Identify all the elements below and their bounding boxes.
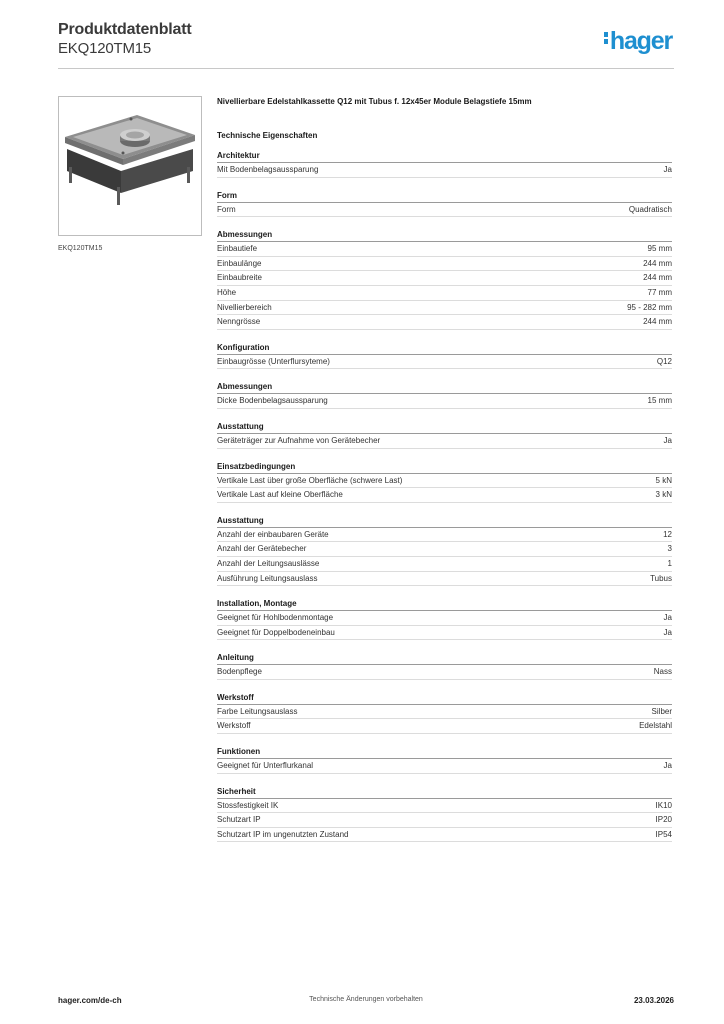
property-label: Ausführung Leitungsauslass <box>217 573 318 583</box>
section-title: Sicherheit <box>217 786 672 799</box>
property-row <box>217 759 672 774</box>
property-label: Geeignet für Unterflurkanal <box>217 761 314 771</box>
property-section <box>217 461 672 503</box>
property-section <box>217 515 672 586</box>
hager-logo <box>604 27 672 56</box>
article-number: EKQ120TM15 <box>58 40 152 57</box>
property-section <box>217 342 672 370</box>
product-image <box>58 96 202 236</box>
property-label: Schutzart IP im ungenutzten Zustand <box>217 829 349 839</box>
property-label: Bodenpflege <box>217 667 262 677</box>
property-section <box>217 190 672 218</box>
floor-box-illustration-icon <box>59 97 201 235</box>
property-row <box>217 355 672 370</box>
property-value: 77 mm <box>647 287 672 297</box>
logo-text: hager <box>609 27 672 55</box>
property-row <box>217 242 672 257</box>
property-row <box>217 528 672 543</box>
property-value: 15 mm <box>647 396 672 406</box>
section-title: Anleitung <box>217 652 672 665</box>
property-label: Nivellierbereich <box>217 302 272 312</box>
property-label: Stossfestigkeit IK <box>217 800 279 810</box>
page-footer <box>58 996 674 1010</box>
property-value: IK10 <box>655 800 672 810</box>
property-label: Anzahl der Leitungsauslässe <box>217 558 320 568</box>
header-divider <box>58 68 674 69</box>
section-title: Abmessungen <box>217 381 672 394</box>
property-label: Werkstoff <box>217 721 251 731</box>
property-section <box>217 150 672 178</box>
property-value: IP20 <box>655 815 672 825</box>
property-value: Nass <box>653 667 672 677</box>
property-row <box>217 271 672 286</box>
property-value: 5 kN <box>655 475 672 485</box>
property-label: Geeignet für Doppelbodeneinbau <box>217 627 335 637</box>
section-title: Konfiguration <box>217 342 672 355</box>
property-value: Tubus <box>650 573 672 583</box>
property-label: Vertikale Last auf kleine Oberfläche <box>217 490 343 500</box>
property-row <box>217 315 672 330</box>
property-row <box>217 626 672 641</box>
property-row <box>217 557 672 572</box>
document-title: Produktdatenblatt <box>58 21 192 38</box>
property-value: 244 mm <box>643 258 672 268</box>
property-section <box>217 746 672 774</box>
footer-date: 23.03.2026 <box>633 996 674 1005</box>
property-section <box>217 652 672 680</box>
property-row <box>217 434 672 449</box>
property-value: Ja <box>663 761 672 771</box>
footer-website: hager.com/de-ch <box>58 996 122 1005</box>
property-row <box>217 257 672 272</box>
property-row <box>217 488 672 503</box>
property-label: Form <box>217 204 236 214</box>
property-row <box>217 203 672 218</box>
property-label: Einbaubreite <box>217 273 262 283</box>
property-section <box>217 421 672 449</box>
property-row <box>217 542 672 557</box>
property-section <box>217 598 672 640</box>
property-value: Edelstahl <box>639 721 672 731</box>
property-row <box>217 719 672 734</box>
page-header <box>58 20 674 72</box>
property-value: 12 <box>663 529 672 539</box>
property-row <box>217 474 672 489</box>
property-value: 244 mm <box>643 317 672 327</box>
property-value: Silber <box>651 706 672 716</box>
property-label: Anzahl der Gerätebecher <box>217 544 307 554</box>
property-label: Schutzart IP <box>217 815 261 825</box>
logo-mark-icon <box>604 32 608 46</box>
property-row <box>217 813 672 828</box>
property-label: Dicke Bodenbelagsaussparung <box>217 396 328 406</box>
section-title: Werkstoff <box>217 692 672 705</box>
section-title: Installation, Montage <box>217 598 672 611</box>
property-row <box>217 286 672 301</box>
property-value: Ja <box>663 613 672 623</box>
property-label: Einbautiefe <box>217 244 258 254</box>
property-row <box>217 665 672 680</box>
property-value: IP54 <box>655 829 672 839</box>
property-label: Geeignet für Hohlbodenmontage <box>217 613 334 623</box>
property-row <box>217 163 672 178</box>
section-title: Architektur <box>217 150 672 163</box>
property-row <box>217 394 672 409</box>
technical-properties-heading: Technische Eigenschaften <box>217 131 318 140</box>
property-label: Einbaulänge <box>217 258 262 268</box>
section-title: Form <box>217 190 672 203</box>
property-row <box>217 705 672 720</box>
property-label: Geräteträger zur Aufnahme von Gerätebecher <box>217 435 381 445</box>
property-value: Ja <box>663 627 672 637</box>
property-value: 244 mm <box>643 273 672 283</box>
property-value: Ja <box>663 165 672 174</box>
property-label: Nenngrösse <box>217 317 261 327</box>
section-title: Ausstattung <box>217 421 672 434</box>
product-details <box>217 96 672 854</box>
section-title: Abmessungen <box>217 229 672 242</box>
property-value: 95 mm <box>647 244 672 254</box>
property-label: Anzahl der einbaubaren Geräte <box>217 529 329 539</box>
property-value: 95 - 282 mm <box>627 302 672 312</box>
property-row <box>217 301 672 316</box>
property-label: Farbe Leitungsauslass <box>217 706 298 716</box>
property-section <box>217 692 672 734</box>
section-title: Funktionen <box>217 746 672 759</box>
property-label: Mit Bodenbelagsaussparung <box>217 165 319 174</box>
property-row <box>217 611 672 626</box>
property-label: Einbaugrösse (Unterflursyteme) <box>217 356 330 366</box>
property-row <box>217 828 672 843</box>
property-section <box>217 229 672 330</box>
properties-list <box>217 150 672 842</box>
image-caption: EKQ120TM15 <box>58 245 103 252</box>
property-value: 3 <box>667 544 672 554</box>
property-row <box>217 572 672 587</box>
property-label: Vertikale Last über große Oberfläche (schwere Last) <box>217 475 403 485</box>
section-title: Ausstattung <box>217 515 672 528</box>
property-row <box>217 799 672 814</box>
property-value: 3 kN <box>655 490 672 500</box>
property-label: Höhe <box>217 287 237 297</box>
property-value: 1 <box>667 558 672 568</box>
product-title: Nivellierbare Edelstahlkassette Q12 mit Tubus f. 12x45er Module Belagstiefe 15mm <box>217 97 532 106</box>
property-value: Q12 <box>656 356 672 366</box>
property-section <box>217 381 672 409</box>
property-value: Quadratisch <box>628 204 672 214</box>
property-section <box>217 786 672 843</box>
property-value: Ja <box>663 435 672 445</box>
section-title: Einsatzbedingungen <box>217 461 672 474</box>
footer-disclaimer: Technische Änderungen vorbehalten <box>309 996 423 1003</box>
